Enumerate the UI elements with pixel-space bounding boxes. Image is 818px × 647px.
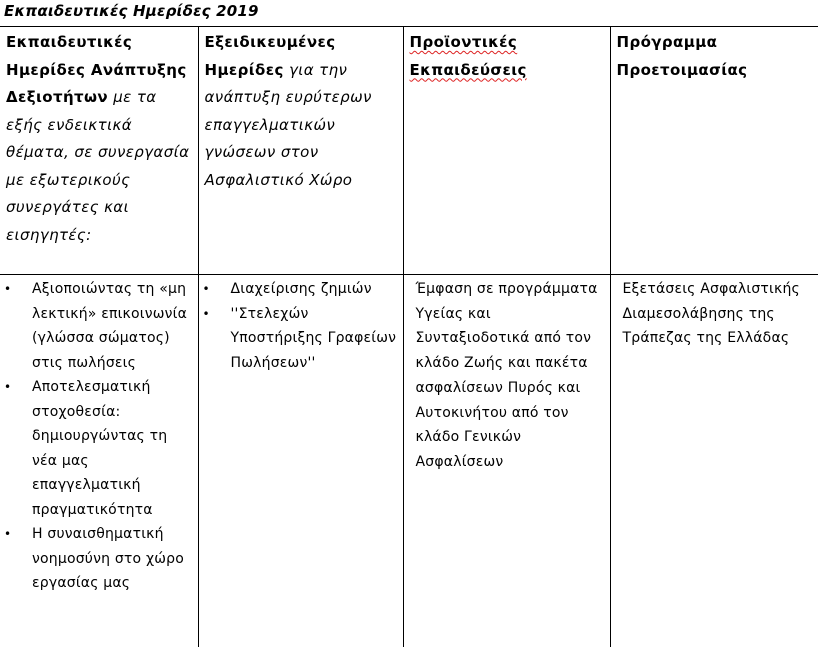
header-skills-description: με τα εξής ενδεικτικά θέματα, σε συνεργασία με εξωτερικούς συνεργάτες και εισηγητές:	[6, 88, 189, 244]
header-specialized-text	[205, 29, 397, 194]
header-row	[0, 27, 818, 275]
body-row	[0, 275, 818, 647]
product-description: Έμφαση σε προγράμματα Υγείας και Συνταξιοδοτικά από τον κλάδο Ζωής και πακέτα ασφαλίσεων Πυρός και Αυτοκινήτου από τον κλάδο Γενικών Ασφαλίσεων	[410, 277, 604, 475]
training-table	[0, 26, 818, 647]
specialized-topic-list	[199, 277, 397, 375]
body-cell-preparation	[610, 275, 818, 647]
bullet-icon: •	[4, 522, 11, 547]
header-specialized-title: Εξειδικευμένες Ημερίδες	[205, 33, 336, 79]
body-cell-specialized	[198, 275, 403, 647]
header-product-text	[410, 29, 604, 84]
header-cell-skills	[0, 27, 198, 275]
header-cell-specialized	[198, 27, 403, 275]
header-skills-title: Εκπαιδευτικές Ημερίδες Ανάπτυξης Δεξιοτήτων	[6, 33, 187, 106]
header-cell-product	[403, 27, 610, 275]
skills-topic-text: Αξιοποιώντας τη «μη λεκτική» επικοινωνία (γλώσσα σώματος) στις πωλήσεις	[32, 281, 187, 371]
header-skills-text	[6, 29, 192, 249]
list-item	[199, 277, 397, 302]
preparation-description: Εξετάσεις Ασφαλιστικής Διαμεσολάβησης της Τράπεζας της Ελλάδας	[617, 277, 813, 351]
header-specialized-description: για την ανάπτυξη ευρύτερων επαγγελματικών γνώσεων στον Ασφαλιστικό Χώρο	[205, 61, 372, 189]
header-preparation-text	[617, 29, 813, 84]
header-product-title: Προϊοντικές Εκπαιδεύσεις	[410, 33, 527, 79]
bullet-icon: •	[4, 375, 11, 400]
list-item	[199, 302, 397, 376]
header-cell-preparation	[610, 27, 818, 275]
header-preparation-title: Πρόγραμμα Προετοιμασίας	[617, 33, 748, 79]
body-cell-product	[403, 275, 610, 647]
document-title: Εκπαιδευτικές Ημερίδες 2019	[4, 2, 259, 20]
bullet-icon: •	[203, 277, 210, 302]
body-cell-skills	[0, 275, 198, 647]
list-item	[0, 522, 192, 596]
bullet-icon: •	[203, 302, 210, 327]
specialized-topic-text: Διαχείρισης ζημιών	[231, 281, 372, 297]
skills-topic-text: Αποτελεσματική στοχοθεσία: δημιουργώντας τη νέα μας επαγγελματική πραγματικότητα	[32, 379, 167, 518]
skills-topic-text: Η συναισθηματική νοημοσύνη στο χώρο εργασίας μας	[32, 526, 184, 591]
list-item	[0, 375, 192, 522]
list-item	[0, 277, 192, 375]
bullet-icon: •	[4, 277, 11, 302]
skills-topic-list	[0, 277, 192, 596]
specialized-topic-text: ''Στελεχών Υποστήριξης Γραφείων Πωλήσεων''	[231, 306, 397, 371]
